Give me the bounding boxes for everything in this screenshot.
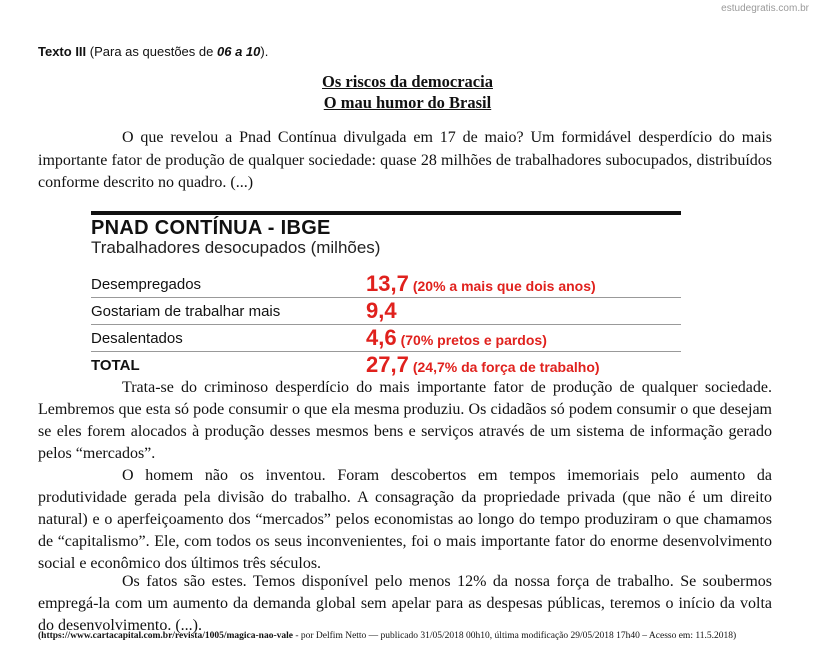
header-mid: a — [231, 44, 246, 59]
header-from: 06 — [216, 44, 232, 59]
source-citation — [38, 630, 778, 642]
table-row — [91, 271, 681, 298]
row-value: 9,4 — [366, 298, 397, 323]
article-titles — [0, 71, 815, 113]
total-value-cell — [366, 352, 681, 379]
total-label: TOTAL — [91, 356, 140, 374]
pnad-top-bar — [91, 211, 681, 215]
pnad-title: PNAD CONTÍNUA - IBGE — [91, 217, 331, 239]
text-label: Texto III — [38, 44, 87, 59]
paragraph-1: O que revelou a Pnad Contínua divulgada em 17 de maio? Um formidável desperdício do mais importante fator de produção de qualquer sociedade: quase 28 milhões de trabalhadores subocupados, distribuídos conforme descrito no quadro. (...) — [38, 129, 772, 191]
row-value-cell — [366, 271, 681, 298]
paragraph-3: O homem não os inventou. Foram descobertos em tempos imemoriais pelo aumento da produtividade gerada pela divisão do trabalho. A consagração da propriedade privada (que não é um direito natural) e o aperfeiçoamento dos “mercados” pelos economistas ao longo do tempo produziram o que chamamos de “capitalismo”. Ele, com todos os seus inconvenientes, foi o mais importante fator do enorme desenvolvimento social e econômico dos últimos três séculos. — [38, 467, 772, 572]
pnad-table — [91, 271, 681, 378]
table-row — [91, 298, 681, 325]
row-value: 13,7 — [366, 271, 409, 296]
row-label: Desempregados — [91, 271, 366, 298]
source-details: - por Delfim Netto — publicado 31/05/2018 00h10, última modificação 29/05/2018 17h40 – Acesso em: 11.5.2018) — [292, 631, 737, 641]
header-to: 10 — [245, 44, 261, 59]
text-header — [38, 44, 268, 59]
pnad-subtitle: Trabalhadores desocupados (milhões) — [91, 238, 381, 257]
table-row-total — [91, 352, 681, 379]
row-value: 4,6 — [366, 325, 397, 350]
row-label: Desalentados — [91, 325, 366, 352]
pnad-table-figure — [91, 211, 681, 378]
watermark: estudegratis.com.br — [721, 3, 809, 14]
total-value: 27,7 — [366, 352, 409, 377]
table-row — [91, 325, 681, 352]
row-label: Gostariam de trabalhar mais — [91, 298, 366, 325]
total-note: (24,7% da força de trabalho) — [412, 359, 600, 375]
row-note: (70% pretos e pardos) — [400, 332, 547, 348]
row-note: (20% a mais que dois anos) — [412, 278, 596, 294]
paragraph-2: Trata-se do criminoso desperdício do mais importante fator de produção de qualquer sociedade. Lembremos que esta só pode consumir o que ela mesma produziu. Os cidadãos só podem consumir o que desejam se eles forem alocados à produção desses mesmos bens e serviços através de um sistema de informação gerado pelos “mercados”. — [38, 379, 772, 462]
header-pre: (Para as questões de — [89, 44, 217, 59]
row-value-cell — [366, 298, 681, 325]
row-value-cell — [366, 325, 681, 352]
article-subtitle: O mau humor do Brasil — [323, 93, 492, 112]
paragraph-4: Os fatos são estes. Temos disponível pelo menos 12% da nossa força de trabalho. Se soubermos empregá-la com um aumento da demanda global sem apelar para as despesas públicas, teremos o início da volta do desenvolvimento. (...). — [38, 573, 772, 634]
header-post: ). — [260, 44, 269, 59]
article-title: Os riscos da democracia — [322, 72, 493, 91]
source-url: (https://www.cartacapital.com.br/revista/1005/magica-nao-vale — [38, 631, 293, 641]
